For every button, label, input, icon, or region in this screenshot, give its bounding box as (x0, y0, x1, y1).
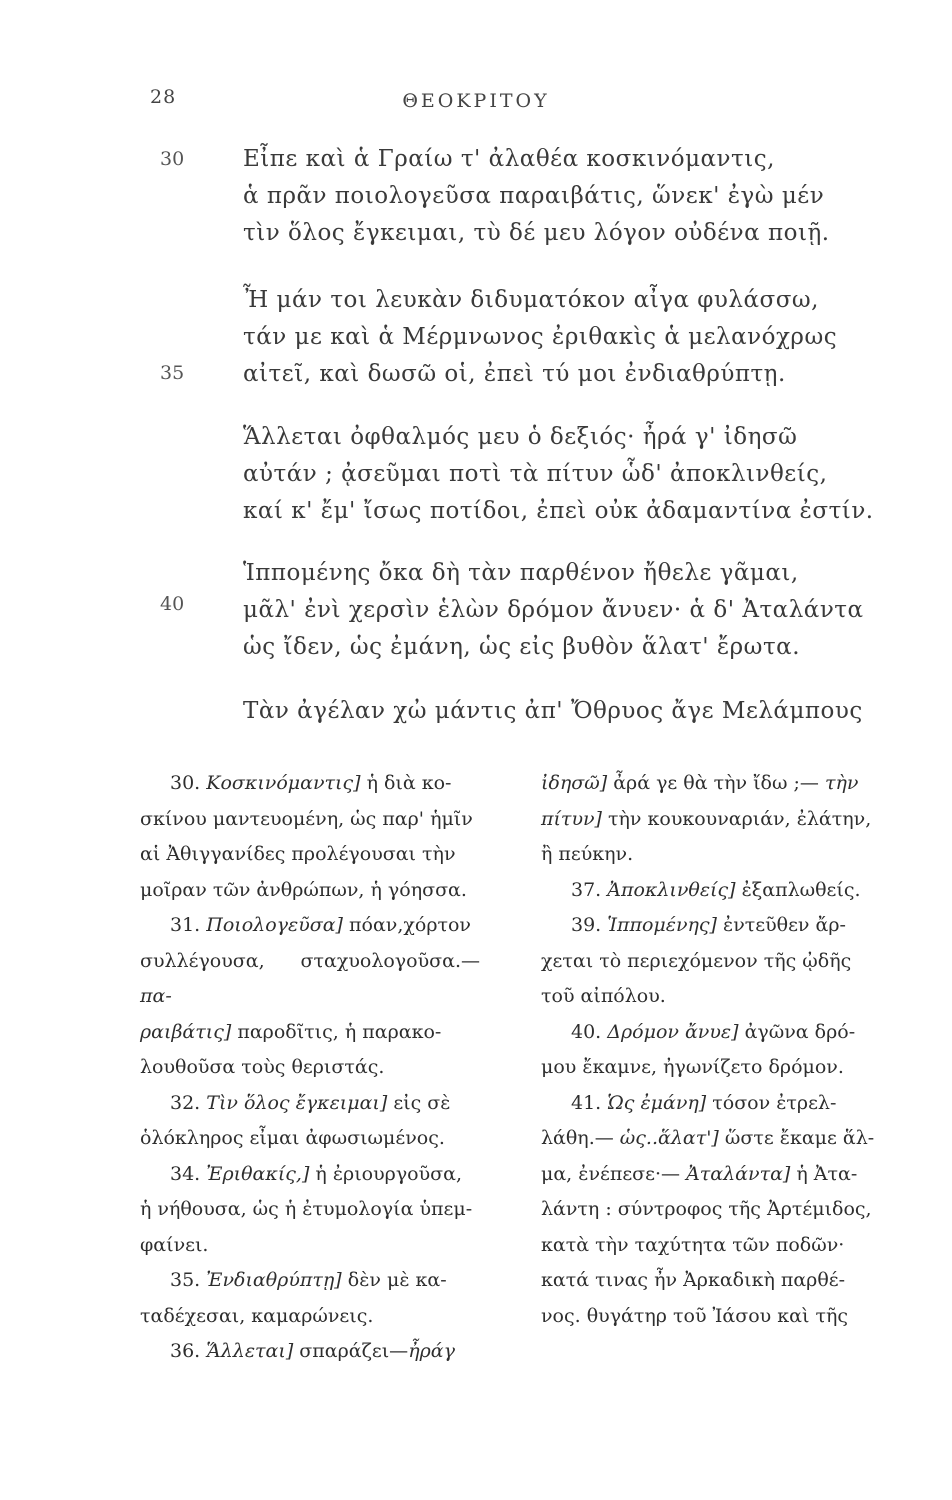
verse-line: αἰτεῖ, καὶ δωσῶ οἱ, ἐπεὶ τύ μοι ἐνδιαθρύπτῃ. (243, 361, 786, 387)
note-line (541, 1192, 881, 1228)
notes-left-column (140, 766, 480, 1370)
note-text: κατὰ τὴν ταχύτητα τῶν ποδῶν· (541, 1233, 845, 1256)
note-text: εἰς σὲ (393, 1091, 451, 1114)
note-text: μα, ἐνέπεσε·— (541, 1162, 681, 1185)
note-lemma: Ἀποκλινθείς] (607, 878, 736, 901)
note-line (140, 1263, 480, 1299)
verse-line: τὶν ὅλος ἔγκειμαι, τὺ δέ μευ λόγον οὐδένα ποιῇ. (243, 220, 830, 246)
note-lemma: Κοσκινόμαντις] (206, 772, 361, 794)
note-line (140, 1086, 480, 1122)
note-number: 32. (170, 1091, 201, 1114)
note-text: ἡ Ἀτα- (796, 1162, 858, 1185)
note-line (140, 1299, 480, 1335)
note-text: συλλέγουσα, σταχυολογοῦσα.— (140, 949, 480, 972)
note-text: ὁλόκληρος εἶμαι ἀφωσιωμένος. (140, 1127, 445, 1149)
note-text: παροδῖτις, ἡ παρακο- (237, 1020, 442, 1043)
note-text: ἐντεῦθεν ἄρ- (723, 914, 846, 936)
note-line (541, 1157, 881, 1193)
note-text: ὥστε ἔκαμε ἅλ- (724, 1127, 875, 1149)
note-text: σκίνου μαντευομένη, ὡς παρ' ἡμῖν (140, 807, 473, 830)
note-lemma: Ἀταλάντα] (686, 1162, 791, 1185)
note-line (541, 766, 881, 802)
note-text: ἐξαπλωθείς. (741, 878, 861, 901)
verse-line: καί κ' ἔμ' ἴσως ποτίδοι, ἐπεὶ οὐκ ἀδαμαντίνα ἐστίν. (243, 498, 874, 524)
note-text: ἀγῶνα δρό- (744, 1020, 856, 1043)
verse-line: Ἦ μάν τοι λευκὰν διδυματόκον αἶγα φυλάσσω, (243, 287, 819, 313)
note-line (140, 1192, 480, 1228)
verse-line: ὡς ἴδεν, ὡς ἐμάνη, ὡς εἰς βυθὸν ἅλατ' ἔρωτα. (243, 634, 801, 660)
note-number: 35. (170, 1269, 201, 1291)
note-text: τόσον ἐτρελ- (712, 1091, 837, 1114)
note-line (541, 944, 881, 980)
note-lemma: Ἐνδιαθρύπτῃ] (206, 1269, 342, 1291)
note-text: χεται τὸ περιεχόμενον τῆς ᾠδῆς (541, 949, 852, 972)
note-line (541, 802, 881, 838)
note-line (140, 1334, 480, 1370)
note-line (140, 944, 480, 1015)
note-line (140, 766, 480, 802)
note-line (140, 837, 480, 873)
note-text: σπαράζει— (299, 1340, 409, 1362)
note-number: 30. (170, 772, 201, 794)
note-line (541, 1263, 881, 1299)
note-number: 39. (571, 914, 602, 936)
note-text: ἡ ἐριουργοῦσα, (315, 1162, 463, 1185)
note-line (541, 1299, 881, 1335)
note-lemma: ὡς..ἅλατ'] (619, 1127, 719, 1149)
note-line (541, 1015, 881, 1051)
note-lemma: Ποιολογεῦσα] (206, 914, 343, 936)
note-text: ταδέχεσαι, καμαρώνεις. (140, 1304, 374, 1327)
verse-line: τάν με καὶ ἁ Μέρμνωνος ἐριθακὶς ἁ μελανόχρως (243, 324, 838, 350)
note-text: τοῦ αἰπόλου. (541, 985, 666, 1007)
note-line (140, 908, 480, 944)
note-text: λάθη.— (541, 1127, 614, 1149)
note-lemma: τὴν (824, 772, 859, 794)
note-number: 36. (170, 1340, 201, 1362)
note-number: 37. (571, 878, 602, 901)
note-text: φαίνει. (140, 1233, 209, 1256)
verse-line: Ἅλλεται ὀφθαλμός μευ ὁ δεξιός· ἦρά γ' ἰδησῶ (243, 424, 798, 450)
note-number: 34. (170, 1162, 201, 1185)
note-text: λάντη : σύντροφος τῆς Ἀρτέμιδος, (541, 1198, 872, 1220)
verse-line: Ἱππομένης ὄκα δὴ τὰν παρθένον ἤθελε γᾶμαι, (243, 560, 799, 586)
note-lemma: ἰδησῶ] (541, 772, 608, 794)
note-line (541, 837, 881, 873)
note-line (541, 873, 881, 909)
note-text: ἆρά γε θὰ τὴν ἴδω ;— (613, 772, 819, 794)
note-line (541, 908, 881, 944)
note-line (140, 1015, 480, 1051)
line-number: 35 (160, 362, 185, 384)
note-lemma: πίτυν] (541, 807, 602, 830)
note-line (140, 802, 480, 838)
line-number: 40 (160, 593, 185, 615)
note-text: ἢ πεύκην. (541, 843, 634, 865)
note-line (541, 979, 881, 1015)
verse-line: Τὰν ἀγέλαν χὠ μάντις ἀπ' Ὄθρυος ἄγε Μελάμπους (243, 698, 863, 724)
verse-line: αὐτάν ; ᾀσεῦμαι ποτὶ τὰ πίτυν ὧδ' ἀποκλινθείς, (243, 461, 828, 487)
note-lemma: Δρόμον ἄνυε] (607, 1020, 739, 1043)
verse-line: μᾶλ' ἐνὶ χερσὶν ἑλὼν δρόμον ἄνυεν· ἁ δ' Ἀταλάντα (243, 597, 864, 623)
note-text: ἡ διὰ κο- (366, 772, 452, 794)
note-line (140, 1050, 480, 1086)
note-text: τὴν κουκουναριάν, ἐλάτην, (608, 807, 872, 830)
note-text: κατά τινας ἦν Ἀρκαδικὴ παρθέ- (541, 1269, 846, 1291)
note-line (541, 1228, 881, 1264)
note-number: 40. (571, 1020, 602, 1043)
note-text: δὲν μὲ κα- (347, 1269, 447, 1291)
note-lemma: ραιβάτις] (140, 1020, 232, 1043)
running-head: ΘΕΟΚΡΙΤΟΥ (402, 90, 550, 112)
note-text: αἱ Ἀθιγγανίδες προλέγουσαι τὴν (140, 843, 456, 865)
note-lemma: ἦράγ (408, 1340, 455, 1362)
note-text: λουθοῦσα τοὺς θεριστάς. (140, 1056, 385, 1078)
verse-line: Εἶπε καὶ ἁ Γραίω τ' ἀλαθέα κοσκινόμαντις, (243, 146, 775, 172)
note-lemma: Τὶν ὅλος ἔγκειμαι] (206, 1091, 388, 1114)
note-lemma: Ὡς ἐμάνη] (607, 1091, 707, 1114)
verse-line: ἁ πρᾶν ποιολογεῦσα παραιβάτις, ὥνεκ' ἐγὼ μέν (243, 183, 825, 209)
note-lemma: πα- (140, 985, 172, 1007)
note-number: 31. (170, 914, 201, 936)
note-line (541, 1050, 881, 1086)
note-lemma: Ἅλλεται] (206, 1340, 294, 1362)
note-line (140, 873, 480, 909)
note-lemma: Ἱππομένης] (607, 914, 717, 936)
line-number: 30 (160, 148, 185, 170)
note-line (140, 1157, 480, 1193)
note-number: 41. (571, 1091, 602, 1114)
note-line (140, 1228, 480, 1264)
page-number: 28 (150, 86, 177, 108)
note-text: νος. θυγάτηρ τοῦ Ἰάσου καὶ τῆς (541, 1304, 848, 1327)
note-text: μου ἔκαμνε, ἠγωνίζετο δρόμον. (541, 1056, 844, 1078)
note-line (541, 1121, 881, 1157)
note-line (541, 1086, 881, 1122)
note-lemma: Ἐριθακίς,] (206, 1162, 310, 1185)
note-line (140, 1121, 480, 1157)
note-text: ἡ νήθουσα, ὡς ἡ ἐτυμολογία ὑπεμ- (140, 1198, 473, 1220)
note-text: πόαν,χόρτον (349, 914, 471, 936)
notes-right-column (541, 766, 881, 1334)
note-text: μοῖραν τῶν ἀνθρώπων, ἡ γόησσα. (140, 878, 467, 901)
